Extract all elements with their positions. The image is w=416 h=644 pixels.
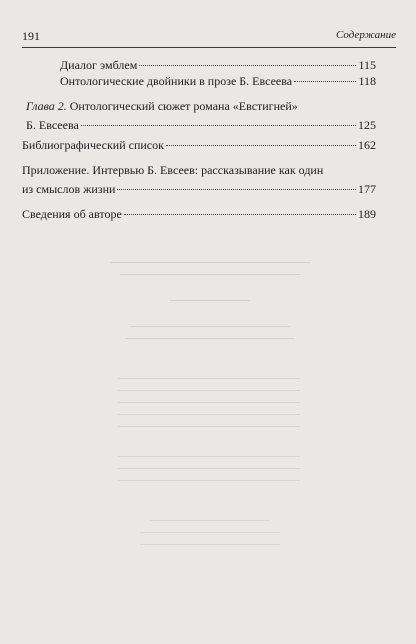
- toc-entry-chapter-2[interactable]: [26, 97, 376, 134]
- dot-leader: [294, 81, 356, 82]
- dot-leader: [166, 145, 356, 146]
- dot-leader: [139, 65, 356, 66]
- header-rule: [22, 47, 396, 48]
- toc-entry-page: 189: [358, 207, 376, 221]
- toc-entry-appendix[interactable]: [22, 161, 376, 198]
- toc-entry-title: Библиографический список: [22, 138, 164, 152]
- toc-entry-author-info[interactable]: [22, 205, 376, 223]
- toc-entry-title: Онтологический сюжет романа «Евстигней»: [69, 99, 298, 113]
- toc-entry-ontological-doubles[interactable]: [60, 72, 376, 90]
- toc-entry-page: 125: [358, 118, 376, 132]
- page-number: 191: [22, 29, 40, 43]
- toc-entry-bibliography[interactable]: [22, 136, 376, 154]
- toc-entry-title: Сведения об авторе: [22, 207, 122, 221]
- toc-entry-title: Диалог эмблем: [60, 58, 138, 72]
- toc-entry-page: 118: [358, 74, 376, 88]
- toc-entry-page: 162: [358, 138, 376, 152]
- running-title: Содержание: [335, 29, 396, 41]
- dot-leader: [117, 189, 356, 190]
- toc-entry-title: Приложение. Интервью Б. Евсеев: рассказывание как один: [22, 163, 324, 177]
- toc-entry-page: 177: [358, 182, 376, 196]
- dot-leader: [124, 214, 356, 215]
- toc-entry-title-continued: Б. Евсеева: [26, 118, 79, 132]
- page-header: [22, 29, 396, 47]
- toc-entry-title: Онтологические двойники в прозе Б. Евсеева: [60, 74, 293, 88]
- dot-leader: [81, 125, 356, 126]
- toc-entry-page: 115: [358, 58, 376, 72]
- chapter-label: Глава 2.: [26, 99, 67, 113]
- toc-entry-title-continued: из смыслов жизни: [22, 182, 116, 196]
